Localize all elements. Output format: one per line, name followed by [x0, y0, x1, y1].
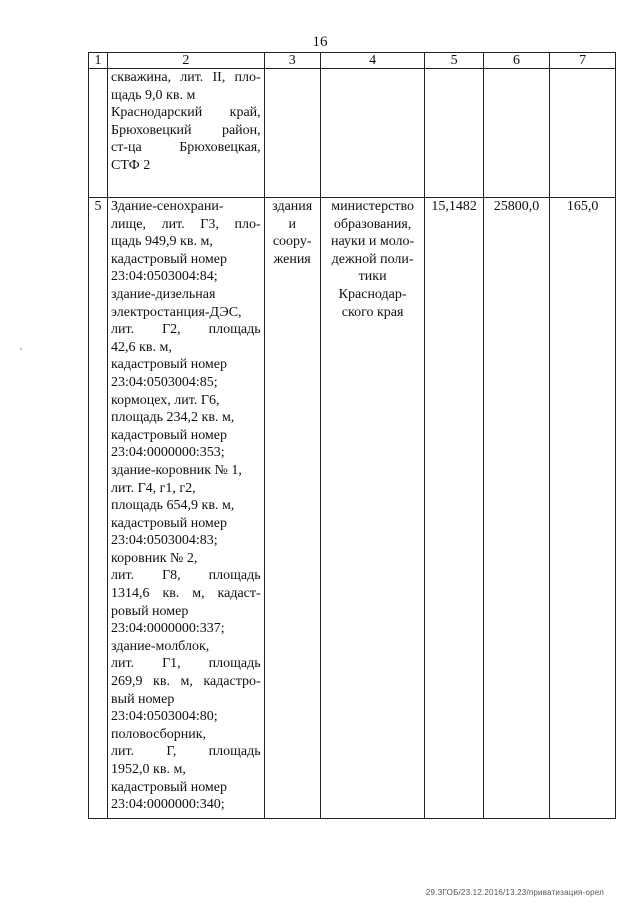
description-line: 23:04:0000000:353;	[111, 445, 225, 461]
column-header-5: 5	[425, 53, 483, 69]
description-line: скважина, лит. II, пло-	[111, 70, 261, 85]
description-line: 23:04:0503004:84;	[111, 269, 218, 285]
table-row-continued	[89, 69, 616, 198]
description-line: лит. Г1, площадь	[111, 656, 261, 672]
description-line: кадастровый номер	[111, 427, 227, 443]
cell-row-number: 5	[89, 198, 108, 819]
column-header-4: 4	[320, 53, 425, 69]
cell-row-number	[89, 69, 108, 198]
cell-description	[108, 69, 265, 198]
cell-owner	[320, 69, 425, 198]
cell-col6: 25800,0	[483, 198, 550, 819]
column-header-7: 7	[550, 53, 616, 69]
description-line: 23:04:0503004:80;	[111, 709, 218, 725]
description-line: площадь 234,2 кв. м,	[111, 410, 235, 426]
description-line: половосборник,	[111, 726, 206, 742]
description-line: кормоцех, лит. Г6,	[111, 392, 220, 408]
cell-col5	[425, 69, 483, 198]
description-line: 269,9 кв. м, кадастро-	[111, 674, 261, 690]
owner-line: министерство	[331, 199, 414, 214]
description-line: лище, лит. Г3, пло-	[111, 216, 261, 232]
owner-line: ского края	[341, 304, 404, 320]
description-line: кадастровый номер	[111, 779, 227, 795]
description-line: здание-молблок,	[111, 638, 210, 654]
description-line: лит. Г4, г1, г2,	[111, 480, 196, 496]
owner-line: тики	[358, 269, 387, 285]
property-table	[88, 52, 616, 819]
description-line: кадастровый номер	[111, 357, 227, 373]
cell-type	[264, 69, 320, 198]
cell-col7	[550, 69, 616, 198]
description-line: 23:04:0000000:337;	[111, 621, 225, 637]
owner-line: образования,	[333, 216, 412, 232]
description-line: Здание-сенохрани-	[111, 199, 224, 214]
description-line: 23:04:0503004:85;	[111, 374, 218, 390]
description-line: электростанция-ДЭС,	[111, 304, 242, 320]
owner-line: науки и моло-	[331, 234, 415, 250]
description-line: Брюховецкий район,	[111, 122, 261, 138]
scan-mark	[20, 348, 22, 350]
description-line: 1952,0 кв. м,	[111, 762, 186, 777]
description-line: коровник № 2,	[111, 550, 198, 566]
description-line: Краснодарский край,	[111, 105, 261, 121]
description-line: здание-коровник № 1,	[111, 462, 242, 478]
description-line: ровый номер	[111, 603, 189, 619]
column-header-3: 3	[264, 53, 320, 69]
description-line: лит. Г2, площадь	[111, 322, 261, 338]
column-header-2: 2	[108, 53, 265, 69]
cell-owner	[320, 198, 425, 819]
cell-col5: 15,1482	[425, 198, 483, 819]
type-line: и соору-	[272, 216, 312, 250]
description-line: щадь 9,0 кв. м	[111, 87, 196, 103]
cell-description	[108, 198, 265, 819]
cell-col7: 165,0	[550, 198, 616, 819]
footer-document-code: 29.ЗГОБ/23.12.2016/13.23/приватизация-орел	[425, 888, 604, 897]
description-line: вый номер	[111, 691, 175, 707]
description-line: лит. Г, площадь	[111, 744, 261, 760]
column-header-6: 6	[483, 53, 550, 69]
type-line: жения	[273, 251, 311, 267]
description-line: кадастровый номер	[111, 515, 227, 531]
owner-line: Краснодар-	[338, 286, 407, 302]
cell-type	[264, 198, 320, 819]
description-line: 23:04:0000000:340;	[111, 797, 225, 813]
column-header-1: 1	[89, 53, 108, 69]
description-line: кадастровый номер	[111, 251, 227, 267]
description-line: щадь 949,9 кв. м,	[111, 234, 213, 250]
description-line: ст-ца Брюховецкая,	[111, 140, 261, 156]
description-line: здание-дизельная	[111, 286, 216, 302]
table-row-5	[89, 198, 616, 819]
owner-line: дежной поли-	[331, 251, 414, 267]
table-header-row	[89, 53, 616, 69]
cell-col6	[483, 69, 550, 198]
description-line: СТФ 2	[111, 157, 151, 173]
description-line: площадь 654,9 кв. м,	[111, 498, 235, 514]
description-line: 42,6 кв. м,	[111, 339, 172, 355]
page-number: 16	[312, 34, 328, 50]
description-line: 23:04:0503004:83;	[111, 533, 218, 549]
description-line: лит. Г8, площадь	[111, 568, 261, 584]
type-line: здания	[272, 199, 313, 214]
description-line: 1314,6 кв. м, кадаст-	[111, 586, 261, 602]
